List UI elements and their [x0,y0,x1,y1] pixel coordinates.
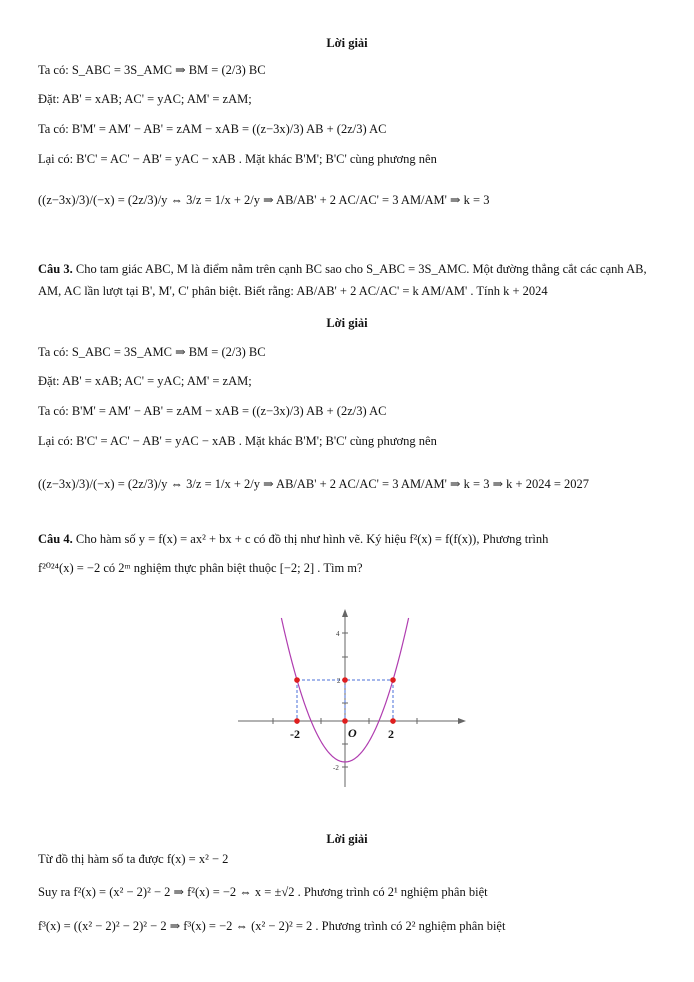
tick-label-x2: 2 [388,727,394,741]
sol2-line-3: Ta có: B'M' = AM' − AB' = zAM − xAB = ((z−3x)/3) AB + (2z/3) AC [38,122,387,136]
parabola-graph [230,605,470,795]
point-2-2 [390,677,396,683]
sol3-line-2: Đặt: AB' = xAB; AC' = yAC; AM' = zAM; [38,374,252,388]
question-3-text: Cho tam giác ABC, M là điểm nằm trên cạnh BC sao cho S_ABC = 3S_AMC. Một đường thẳng cắt các cạnh AB, AM, AC lần lượt tại B', M', C' phân biệt. Biết rằng: AB/AB' + 2 AC/AC' = k AM/AM' . Tính k + 2024 [38,262,647,298]
point-origin [342,718,348,724]
sol2-line-5: ((z−3x)/3)/(−x) = (2z/3)/y ⇔ 3/z = 1/x + 2/y ⇒ AB/AB' + 2 AC/AC' = 3 AM/AM' ⇒ k = 3 [38,193,490,207]
sol4-line-3: f³(x) = ((x² − 2)² − 2)² − 2 ⇒ f³(x) = −2 ⇔ (x² − 2)² = 2 . Phương trình có 2² nghiệm phân biệt [38,919,506,933]
question-3-label: Câu 3. [38,262,73,276]
tick-label-y2: 2 [337,677,341,685]
sol2-line-4: Lại có: B'C' = AC' − AB' = yAC − xAB . Mặt khác B'M'; B'C' cùng phương nên [38,152,437,166]
point-neg2-0 [294,718,300,724]
tick-label-yneg2: -2 [333,764,339,772]
sol3-line-3: Ta có: B'M' = AM' − AB' = zAM − xAB = ((z−3x)/3) AB + (2z/3) AC [38,404,387,418]
solution-heading: Lời giải [326,36,368,50]
tick-label-xneg2: -2 [290,727,300,741]
question-4-line-2: f²⁰²⁴(x) = −2 có 2ᵐ nghiệm thực phân biệt thuộc [−2; 2] . Tìm m? [38,561,363,575]
question-4-line-1 [38,532,548,547]
sol4-line-1: Từ đồ thị hàm số ta được f(x) = x² − 2 [38,852,229,866]
sol2-line-1: Ta có: S_ABC = 3S_AMC ⇒ BM = (2/3) BC [38,63,266,77]
origin-label: O [348,726,357,740]
sol3-line-1: Ta có: S_ABC = 3S_AMC ⇒ BM = (2/3) BC [38,345,266,359]
point-2-0 [390,718,396,724]
point-neg2-2 [294,677,300,683]
question-3 [38,258,660,302]
y-axis-arrow [342,609,348,617]
sol2-line-2: Đặt: AB' = xAB; AC' = yAC; AM' = zAM; [38,92,252,106]
solution-heading-3: Lời giải [326,316,368,330]
question-4-text-1: Cho hàm số y = f(x) = ax² + bx + c có đồ thị như hình vẽ. Ký hiệu f²(x) = f(f(x)), Phương trình [75,532,549,546]
point-0-2 [342,677,348,683]
sol3-line-5: ((z−3x)/3)/(−x) = (2z/3)/y ⇔ 3/z = 1/x + 2/y ⇒ AB/AB' + 2 AC/AC' = 3 AM/AM' ⇒ k = 3 ⇒ k + 2024 = 2027 [38,477,590,491]
tick-label-4: 4 [336,630,340,638]
x-axis-arrow [458,718,466,724]
solution-heading-4: Lời giải [326,832,368,846]
question-4-label: Câu 4. [38,532,73,546]
sol4-line-2: Suy ra f²(x) = (x² − 2)² − 2 ⇒ f²(x) = −2 ⇔ x = ±√2 . Phương trình có 2¹ nghiệm phân biệt [38,885,488,899]
sol3-line-4: Lại có: B'C' = AC' − AB' = yAC − xAB . Mặt khác B'M'; B'C' cùng phương nên [38,434,437,448]
